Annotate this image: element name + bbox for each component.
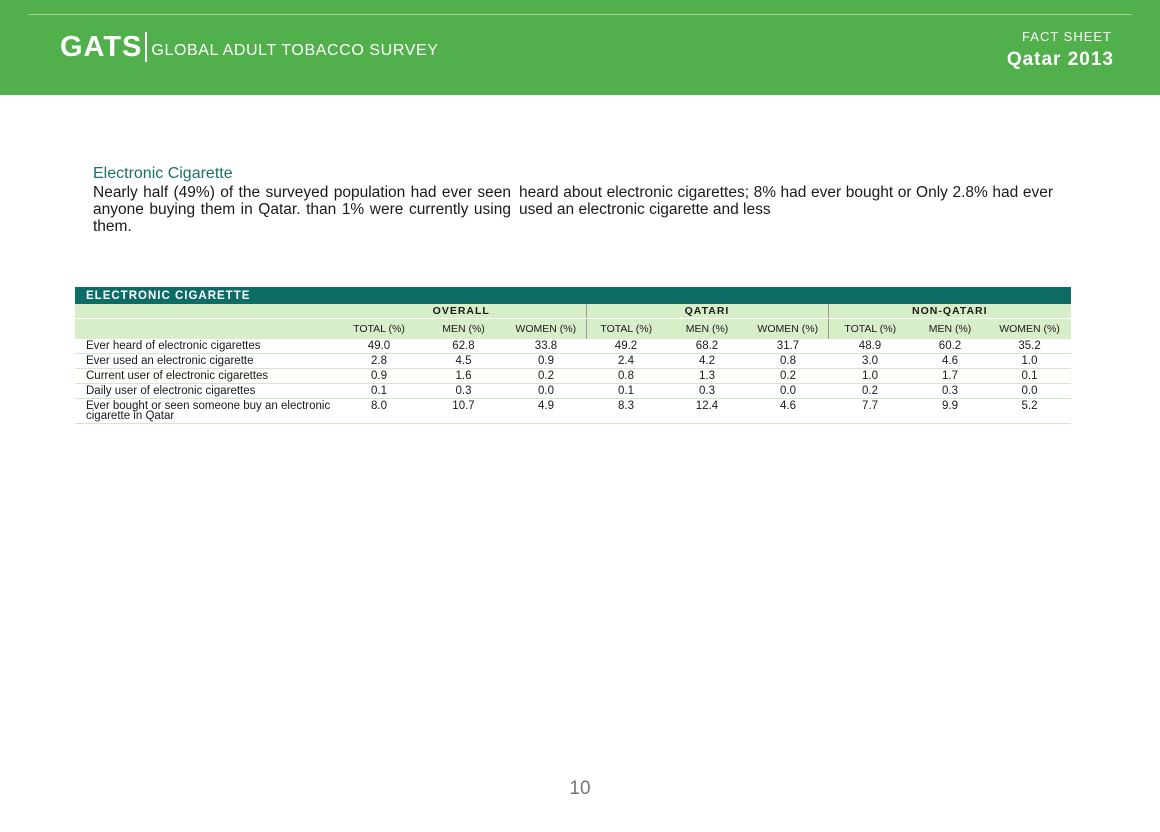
table-cell: 0.2 xyxy=(748,369,828,384)
table-cell: 3.0 xyxy=(828,354,912,369)
fact-sheet-label: FACT SHEET xyxy=(1022,29,1112,44)
header-banner xyxy=(0,0,1160,95)
table-cell: 0.8 xyxy=(748,354,828,369)
group-header-row xyxy=(75,304,1071,319)
table-cell: 8.3 xyxy=(586,399,666,424)
table-cell: 0.9 xyxy=(337,369,421,384)
brand-mark: GATS xyxy=(60,31,143,63)
brand-subtitle: GLOBAL ADULT TOBACCO SURVEY xyxy=(151,42,439,59)
gats-logo xyxy=(60,32,439,62)
subheader-nonqatari-men: MEN (%) xyxy=(912,319,988,340)
banner-divider xyxy=(28,14,1132,15)
row-label: Daily user of electronic cigarettes xyxy=(75,384,337,399)
table-cell: 0.0 xyxy=(748,384,828,399)
table-cell: 1.6 xyxy=(421,369,506,384)
group-header-non-qatari: NON-QATARI xyxy=(828,304,1071,319)
row-label: Ever used an electronic cigarette xyxy=(75,354,337,369)
table-cell: 33.8 xyxy=(506,339,586,354)
electronic-cigarette-table xyxy=(75,287,1071,424)
table-cell: 1.0 xyxy=(988,354,1071,369)
subheader-qatari-women: WOMEN (%) xyxy=(748,319,828,340)
table-cell: 4.5 xyxy=(421,354,506,369)
table-cell: 7.7 xyxy=(828,399,912,424)
subheader-qatari-total: TOTAL (%) xyxy=(586,319,666,340)
table-cell: 0.9 xyxy=(506,354,586,369)
subheader-row xyxy=(75,319,1071,340)
paragraph-left-column: Nearly half (49%) of the surveyed population had ever seen anyone buying them in Qatar. than 1% were currently using them. xyxy=(93,184,511,235)
brand-separator xyxy=(145,32,147,62)
subheader-overall-men: MEN (%) xyxy=(421,319,506,340)
table-cell: 12.4 xyxy=(666,399,748,424)
table-cell: 0.3 xyxy=(421,384,506,399)
table-cell: 4.6 xyxy=(748,399,828,424)
table-cell: 5.2 xyxy=(988,399,1071,424)
table-cell: 0.1 xyxy=(586,384,666,399)
row-label: Current user of electronic cigarettes xyxy=(75,369,337,384)
table-cell: 1.7 xyxy=(912,369,988,384)
group-header-qatari: QATARI xyxy=(586,304,828,319)
table-cell: 68.2 xyxy=(666,339,748,354)
subheader-overall-women: WOMEN (%) xyxy=(506,319,586,340)
country-year: Qatar 2013 xyxy=(1006,49,1114,70)
table-cell: 0.2 xyxy=(506,369,586,384)
table-cell: 2.8 xyxy=(337,354,421,369)
paragraph-right-column: heard about electronic cigarettes; 8% had ever bought or Only 2.8% had ever used an electronic cigarette and less xyxy=(519,184,1053,218)
table-cell: 10.7 xyxy=(421,399,506,424)
table-cell: 4.6 xyxy=(912,354,988,369)
subheader-nonqatari-women: WOMEN (%) xyxy=(988,319,1071,340)
table-cell: 35.2 xyxy=(988,339,1071,354)
table-cell: 8.0 xyxy=(337,399,421,424)
table-row xyxy=(75,384,1071,399)
table-cell: 0.0 xyxy=(506,384,586,399)
subheader-nonqatari-total: TOTAL (%) xyxy=(828,319,912,340)
subheader-qatari-men: MEN (%) xyxy=(666,319,748,340)
table-row xyxy=(75,339,1071,354)
table-cell: 1.0 xyxy=(828,369,912,384)
table-cell: 1.3 xyxy=(666,369,748,384)
table-cell: 0.8 xyxy=(586,369,666,384)
table-title: ELECTRONIC CIGARETTE xyxy=(75,287,1071,304)
table-cell: 31.7 xyxy=(748,339,828,354)
table-cell: 0.3 xyxy=(912,384,988,399)
subheader-overall-total: TOTAL (%) xyxy=(337,319,421,340)
table-cell: 49.2 xyxy=(586,339,666,354)
table-row xyxy=(75,354,1071,369)
table-cell: 2.4 xyxy=(586,354,666,369)
row-label: Ever heard of electronic cigarettes xyxy=(75,339,337,354)
table-cell: 49.0 xyxy=(337,339,421,354)
table-cell: 4.9 xyxy=(506,399,586,424)
section-title: Electronic Cigarette xyxy=(93,165,233,182)
table-cell: 0.0 xyxy=(988,384,1071,399)
table-cell: 9.9 xyxy=(912,399,988,424)
table-cell: 0.1 xyxy=(988,369,1071,384)
table-cell: 60.2 xyxy=(912,339,988,354)
table-cell: 0.1 xyxy=(337,384,421,399)
table-row xyxy=(75,369,1071,384)
table-cell: 48.9 xyxy=(828,339,912,354)
table-row xyxy=(75,399,1071,424)
table-cell: 4.2 xyxy=(666,354,748,369)
row-label: Ever bought or seen someone buy an electronic cigarette in Qatar xyxy=(75,399,337,424)
group-header-blank xyxy=(75,304,337,319)
group-header-overall: OVERALL xyxy=(337,304,586,319)
subheader-blank xyxy=(75,319,337,340)
table-cell: 0.2 xyxy=(828,384,912,399)
table-cell: 0.3 xyxy=(666,384,748,399)
table-cell: 62.8 xyxy=(421,339,506,354)
page-number: 10 xyxy=(569,778,591,799)
